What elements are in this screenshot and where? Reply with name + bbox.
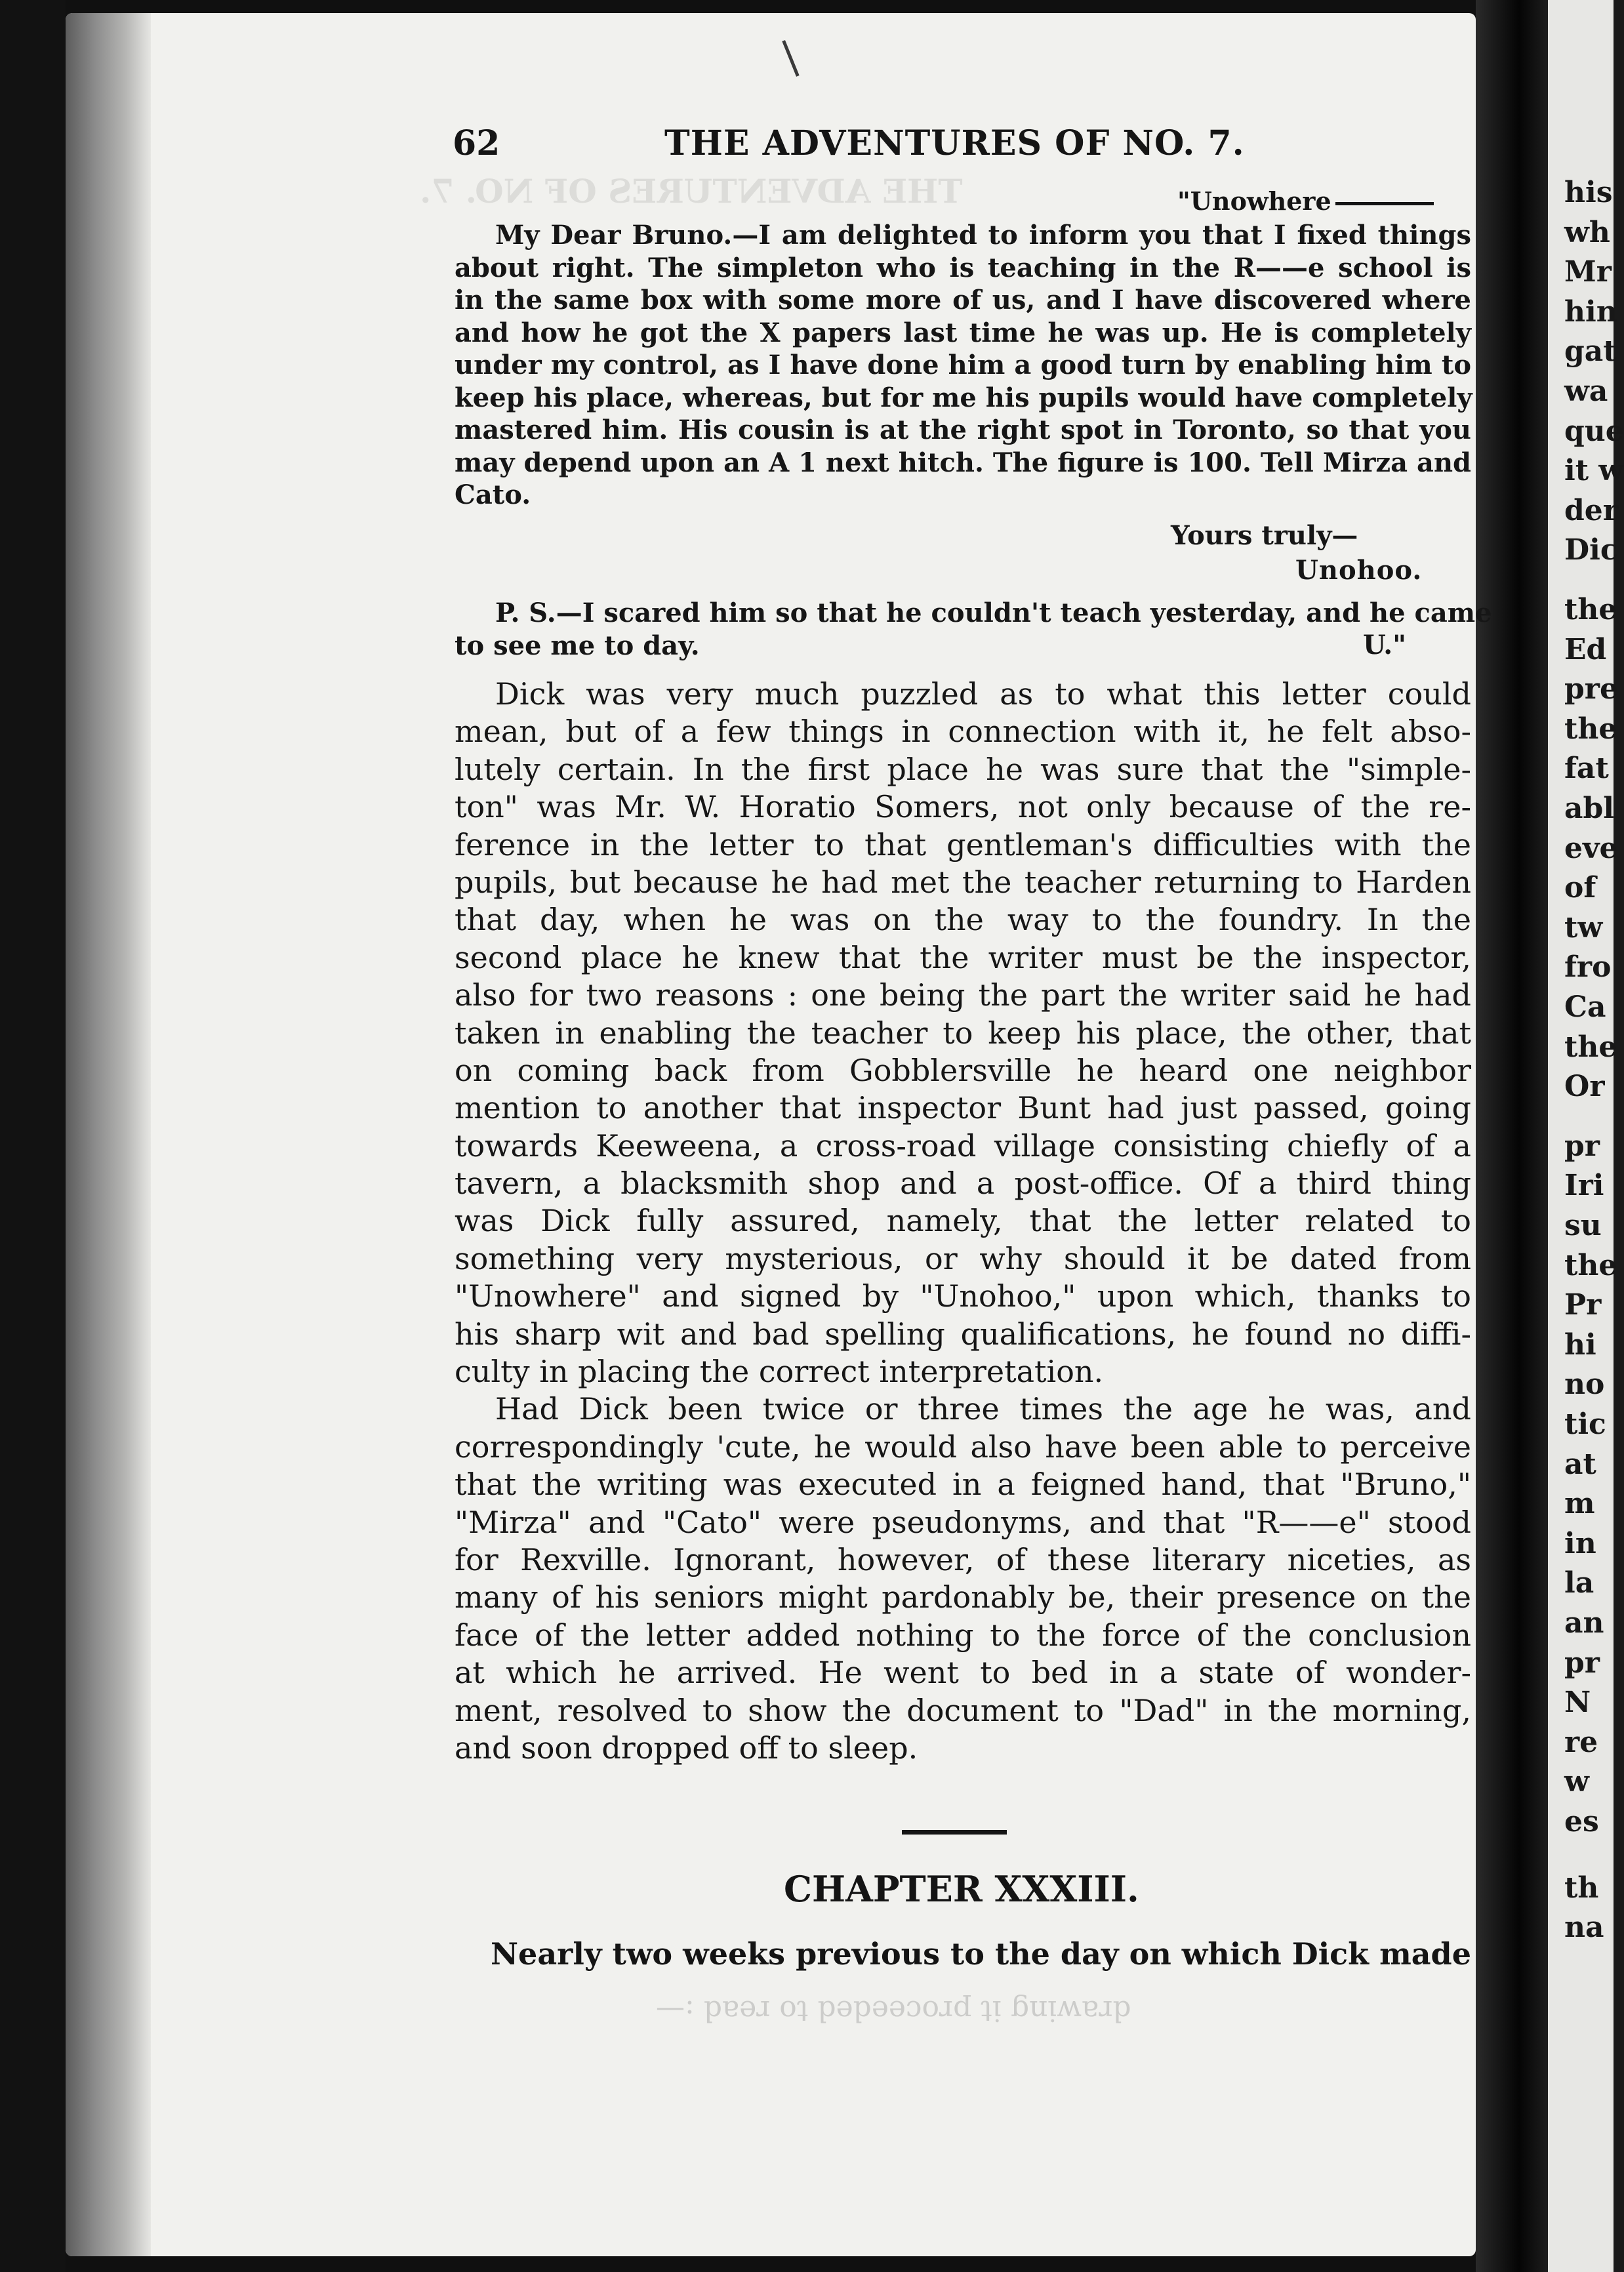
- facing-page-fragment: wh: [1564, 215, 1610, 249]
- facing-page-fragment: in: [1564, 1526, 1596, 1560]
- letter-line: under my control, as I have done him a good turn by enabling him to: [455, 350, 1471, 380]
- facing-page-fragment: hi: [1564, 1328, 1596, 1362]
- paragraph-1-line: towards Keeweena, a cross-road village consisting chiefly of a: [455, 1127, 1471, 1164]
- facing-page-fragment: su: [1564, 1209, 1602, 1242]
- paragraph-2-line: many of his seniors might pardonably be, their presence on the: [455, 1579, 1471, 1615]
- body-text: [455, 676, 1471, 1767]
- letter-line: and how he got the X papers last time he was up. He is completely: [455, 317, 1471, 348]
- paragraph-2-line: ment, resolved to show the document to "Dad" in the morning,: [455, 1692, 1471, 1728]
- facing-page-fragment: N: [1564, 1686, 1591, 1720]
- page-number: 62: [453, 123, 500, 163]
- facing-page-fragment: Ca: [1564, 990, 1606, 1024]
- paragraph-1-line: second place he knew that the writer must be the inspector,: [455, 939, 1471, 975]
- facing-page-fragment: re: [1564, 1725, 1598, 1759]
- paragraph-1-line: taken in enabling the teacher to keep his place, the other, that: [455, 1015, 1471, 1051]
- facing-page-fragment: no: [1564, 1368, 1605, 1402]
- facing-page-fragment: at: [1564, 1447, 1596, 1481]
- dateline-text: "Unowhere: [1177, 186, 1331, 216]
- letter-line: keep his place, whereas, but for me his pupils would have completely: [455, 382, 1472, 413]
- postscript-initial: U.": [1363, 630, 1406, 660]
- chapter-divider: [902, 1830, 1007, 1835]
- facing-page-fragment: of: [1564, 871, 1596, 905]
- paragraph-1-line: mention to another that inspector Bunt had just passed, going: [455, 1090, 1471, 1126]
- paragraph-2-line: "Mirza" and "Cato" were pseudonyms, and that "R——e" stood: [455, 1504, 1471, 1540]
- letter-line: may depend upon an A 1 next hitch. The figure is 100. Tell Mirza and: [455, 447, 1471, 478]
- paragraph-1-line: ton" was Mr. W. Horatio Somers, not only because of the re-: [455, 789, 1471, 825]
- scanner-border: [0, 0, 66, 2272]
- facing-page-fragment: the: [1564, 1030, 1617, 1064]
- paragraph-1-line: on coming back from Gobblersville he heard one neighbor: [455, 1052, 1471, 1088]
- paragraph-1-line: something very mysterious, or why should it be dated from: [455, 1240, 1471, 1276]
- facing-page-fragment: wa: [1564, 375, 1608, 408]
- facing-page-fragment: fro: [1564, 950, 1612, 984]
- paragraph-1-line: was Dick fully assured, namely, that the letter related to: [455, 1203, 1471, 1239]
- letter-line: My Dear Bruno.—I am delighted to inform you that I fixed things: [495, 220, 1471, 251]
- running-title: THE ADVENTURES OF NO. 7.: [664, 123, 1245, 163]
- postscript-line: to see me to day.: [455, 630, 700, 661]
- show-through-text: THE ADVENTURES OF NO. 7.: [420, 172, 963, 211]
- facing-page-fragment: fat: [1564, 752, 1609, 786]
- facing-page-fragment: hin: [1564, 294, 1617, 329]
- paragraph-2-line: face of the letter added nothing to the force of the conclusion: [455, 1617, 1471, 1653]
- facing-page-fragment: m: [1564, 1487, 1595, 1521]
- paragraph-1-line: pupils, but because he had met the teacher returning to Harden: [455, 864, 1471, 900]
- book-spine: [1476, 0, 1548, 2272]
- letter-signoff: Yours truly—: [1171, 520, 1358, 551]
- facing-page-fragment: der: [1564, 493, 1618, 527]
- paragraph-2-line: that the writing was executed in a feigned hand, that "Bruno,": [455, 1467, 1471, 1503]
- facing-page-fragment: th: [1564, 1871, 1599, 1905]
- letter-line: in the same box with some more of us, and I have discovered where: [455, 285, 1471, 315]
- paragraph-2-line: Had Dick been twice or three times the age he was, and: [495, 1391, 1471, 1427]
- paragraph-1-line: his sharp wit and bad spelling qualifications, he found no diffi-: [455, 1316, 1471, 1352]
- paragraph-1-line: that day, when he was on the way to the foundry. In the: [455, 902, 1471, 938]
- chapter-first-line: Nearly two weeks previous to the day on which Dick made: [491, 1936, 1471, 1972]
- paragraph-1-line: Dick was very much puzzled as to what this letter could: [495, 676, 1471, 712]
- facing-page-fragment: an: [1564, 1606, 1604, 1640]
- chapter-title: CHAPTER XXXIII.: [784, 1868, 1139, 1910]
- paragraph-1-line: mean, but of a few things in connection with it, he felt abso-: [455, 714, 1471, 750]
- facing-page-fragment: w: [1564, 1765, 1589, 1799]
- paragraph-1-line: also for two reasons : one being the part the writer said he had: [455, 977, 1471, 1013]
- paragraph-2-line: and soon dropped off to sleep.: [455, 1730, 918, 1766]
- show-through-bottom: drawing it proceeded to read :—: [656, 1994, 1131, 2027]
- letter-signature: Unohoo.: [1295, 555, 1423, 586]
- facing-page-fragment: his: [1564, 176, 1613, 209]
- paragraph-1-line: lutely certain. In the first place he was sure that the "simple-: [455, 751, 1471, 787]
- facing-page-fragment: the: [1564, 1248, 1617, 1282]
- facing-page-fragment: Mr: [1564, 255, 1612, 289]
- facing-page-fragment: Or: [1564, 1070, 1605, 1104]
- paragraph-2-line: correspondingly 'cute, he would also have been able to perceive: [455, 1429, 1471, 1465]
- facing-page-fragment: na: [1564, 1911, 1604, 1945]
- dateline-rule: [1335, 202, 1434, 205]
- facing-page-fragment: pr: [1564, 1646, 1600, 1680]
- paragraph-1-line: culty in placing the correct interpretation.: [455, 1354, 1104, 1390]
- facing-page-fragment: pr: [1564, 1129, 1600, 1163]
- letter-line: Cato.: [455, 479, 531, 510]
- paragraph-2-line: at which he arrived. He went to bed in a state of wonder-: [455, 1655, 1471, 1691]
- facing-page-fragment: pre: [1564, 672, 1618, 706]
- facing-page-fragment: Dic: [1564, 533, 1618, 567]
- facing-page-fragment: the: [1564, 593, 1617, 626]
- letter-line: mastered him. His cousin is at the right spot in Toronto, so that you: [455, 415, 1471, 445]
- letter-postscript: [455, 597, 1492, 662]
- facing-page-fragment: tic: [1564, 1408, 1606, 1441]
- letter-body: [455, 219, 1471, 512]
- paragraph-1-line: ference in the letter to that gentleman's difficulties with the: [455, 826, 1471, 862]
- facing-page-fragment: gat: [1564, 335, 1617, 369]
- facing-page-fragment: la: [1564, 1566, 1594, 1600]
- facing-page-fragment: it w: [1564, 454, 1624, 488]
- facing-page-fragment: abl: [1564, 792, 1614, 825]
- letter-line: about right. The simpleton who is teaching in the R——e school is: [455, 252, 1471, 283]
- facing-page-fragment: Ed: [1564, 632, 1607, 666]
- paragraph-2-line: for Rexville. Ignorant, however, of these literary niceties, as: [455, 1541, 1471, 1577]
- facing-page-fragment: the: [1564, 712, 1617, 746]
- paragraph-1-line: "Unowhere" and signed by "Unohoo," upon which, thanks to: [455, 1278, 1471, 1314]
- letter-dateline: [1177, 186, 1434, 216]
- facing-page-fragment: Iri: [1564, 1169, 1604, 1203]
- postscript-line: P. S.—I scared him so that he couldn't teach yesterday, and he came: [495, 598, 1492, 628]
- facing-page-fragment: tw: [1564, 910, 1603, 944]
- page-gutter-shadow: [66, 13, 151, 2256]
- paragraph-1-line: tavern, a blacksmith shop and a post-office. Of a third thing: [455, 1166, 1471, 1202]
- facing-page-fragment: que: [1564, 414, 1624, 448]
- facing-page-fragment: Pr: [1564, 1288, 1602, 1322]
- facing-page-fragment: eve: [1564, 831, 1618, 865]
- facing-page-fragment: es: [1564, 1805, 1599, 1838]
